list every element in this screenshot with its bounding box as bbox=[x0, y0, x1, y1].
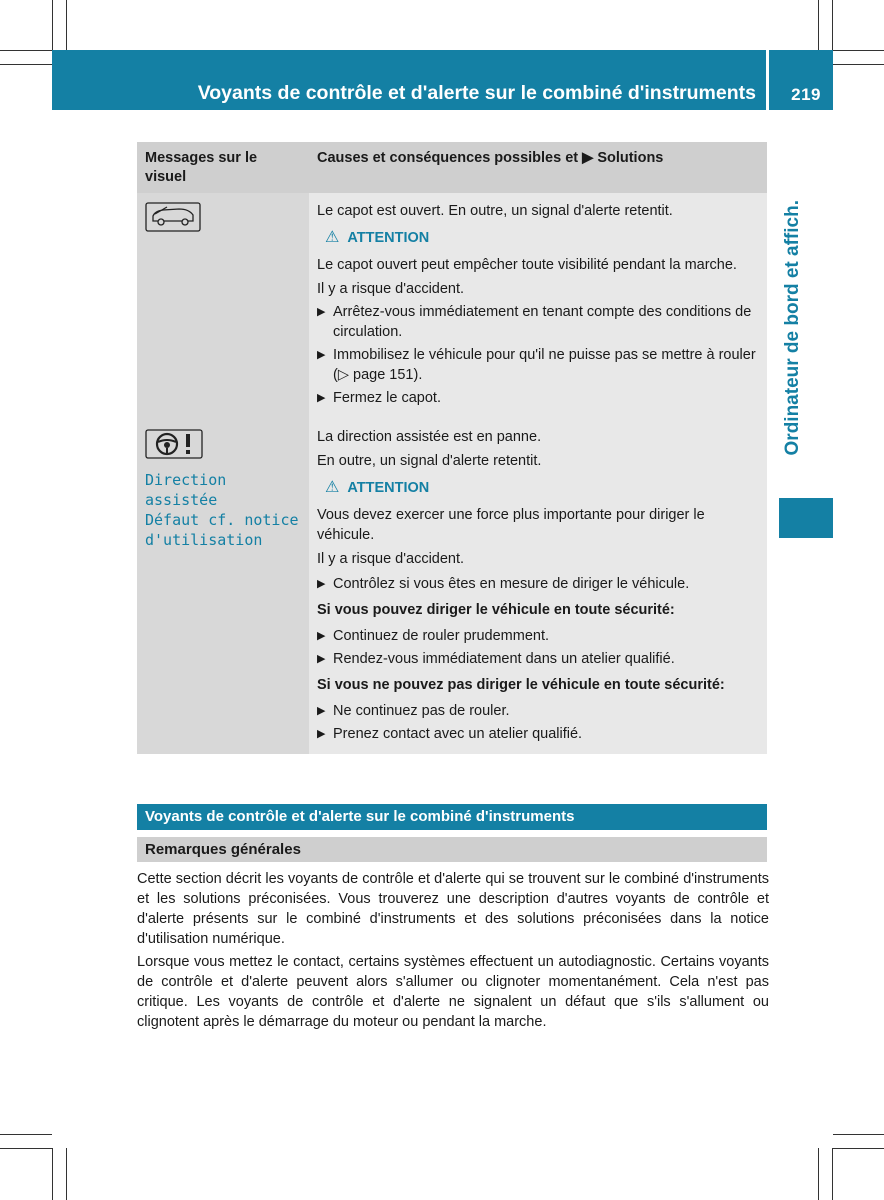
body-text bbox=[137, 869, 769, 1035]
cause-cell bbox=[309, 193, 767, 418]
side-tab-marker bbox=[779, 498, 833, 538]
list-item: ▶ Ne continuez pas de rouler. bbox=[317, 703, 510, 719]
message-cell bbox=[137, 193, 309, 418]
cause-cell bbox=[309, 418, 767, 754]
list-item: ▶ Contrôlez si vous êtes en mesure de diriger le véhicule. bbox=[317, 576, 690, 592]
arrow-right-icon: ▶ bbox=[317, 392, 326, 404]
list-item: ▶ Arrêtez-vous immédiatement en tenant compte des conditions de circulation. bbox=[317, 304, 752, 340]
crop-mark bbox=[832, 0, 833, 50]
cause-text: Le capot est ouvert. En outre, un signal d'alerte retentit. bbox=[317, 203, 673, 219]
list-item: ▶ Fermez le capot. bbox=[317, 390, 441, 406]
warning-text: Vous devez exercer une force plus importante pour diriger le véhicule. bbox=[317, 507, 705, 543]
hood-open-icon bbox=[145, 219, 201, 236]
warning-heading: ⚠ ATTENTION bbox=[325, 229, 430, 246]
warning-text: Le capot ouvert peut empêcher toute visibilité pendant la marche. bbox=[317, 257, 737, 273]
warning-triangle-icon: ⚠ bbox=[325, 229, 340, 246]
crop-mark bbox=[0, 1148, 52, 1149]
subsection-title: Remarques générales bbox=[145, 841, 301, 858]
crop-mark bbox=[52, 0, 53, 50]
paragraph: Lorsque vous mettez le contact, certains systèmes effectuent un autodiagnostic. Certains voyants de contrôle et d'alerte peuvent alors s'allumer ou clignoter momentanément. Cela n'est pas critique. Les voyants de contrôle et d'alerte ne signalent un défaut que s'ils s'allument ou clignotent après le démarrage du moteur ou pendant la marche. bbox=[137, 954, 769, 1030]
crop-mark bbox=[833, 50, 884, 51]
warning-heading: ⚠ ATTENTION bbox=[325, 479, 430, 496]
condition-heading: Si vous pouvez diriger le véhicule en toute sécurité: bbox=[317, 602, 675, 618]
side-tab-label: Ordinateur de bord et affich. bbox=[782, 200, 803, 456]
crop-mark bbox=[52, 1148, 53, 1200]
crop-mark bbox=[833, 1148, 884, 1149]
arrow-right-icon: ▶ bbox=[317, 349, 326, 361]
cause-text: La direction assistée est en panne. bbox=[317, 429, 542, 445]
col-header-causes: Causes et conséquences possibles et ▶ Solutions bbox=[309, 142, 767, 193]
arrow-right-icon: ▶ bbox=[317, 578, 326, 590]
condition-heading: Si vous ne pouvez pas diriger le véhicule en toute sécurité: bbox=[317, 677, 725, 693]
side-tab bbox=[779, 200, 807, 490]
cause-text: En outre, un signal d'alerte retentit. bbox=[317, 453, 542, 469]
list-item: ▶ Continuez de rouler prudemment. bbox=[317, 628, 550, 644]
steering-wheel-warning-icon bbox=[145, 446, 203, 463]
display-message: Direction assistée Défaut cf. notice d'utilisation bbox=[145, 471, 299, 549]
crop-mark bbox=[833, 64, 884, 65]
crop-mark bbox=[66, 0, 67, 50]
risk-text: Il y a risque d'accident. bbox=[317, 281, 465, 297]
message-cell bbox=[137, 418, 309, 754]
table-header-row bbox=[137, 142, 767, 193]
table-row bbox=[137, 418, 767, 754]
table-row bbox=[137, 193, 767, 418]
paragraph: Cette section décrit les voyants de contrôle et d'alerte qui se trouvent sur le combiné d'instruments et les solutions préconisées. Vous trouverez une description d'autres voyants de contrôle et d'alerte présents sur le combiné d'instruments et des solutions préconisées dans la notice d'utilisation numérique. bbox=[137, 871, 769, 947]
section-title: Voyants de contrôle et d'alerte sur le combiné d'instruments bbox=[145, 808, 575, 825]
page-title: Voyants de contrôle et d'alerte sur le combiné d'instruments bbox=[197, 82, 756, 104]
crop-mark bbox=[0, 50, 52, 51]
risk-text: Il y a risque d'accident. bbox=[317, 551, 465, 567]
crop-mark bbox=[0, 64, 52, 65]
list-item: ▶ Immobilisez le véhicule pour qu'il ne puisse pas se mettre à rouler (▷ page 151). bbox=[317, 347, 756, 383]
page-number: 219 bbox=[791, 85, 821, 104]
message-table bbox=[137, 142, 767, 754]
list-item: ▶ Prenez contact avec un atelier qualifié. bbox=[317, 726, 583, 742]
crop-mark bbox=[832, 1148, 833, 1200]
crop-mark bbox=[0, 1134, 52, 1135]
crop-mark bbox=[818, 0, 819, 50]
arrow-right-icon: ▶ bbox=[317, 705, 326, 717]
warning-triangle-icon: ⚠ bbox=[325, 479, 340, 496]
col-header-messages: Messages sur le visuel bbox=[137, 142, 309, 193]
crop-mark bbox=[833, 1134, 884, 1135]
list-item: ▶ Rendez-vous immédiatement dans un atelier qualifié. bbox=[317, 651, 675, 667]
crop-mark bbox=[818, 1148, 819, 1200]
arrow-right-icon: ▶ bbox=[317, 630, 326, 642]
arrow-right-icon: ▶ bbox=[317, 728, 326, 740]
arrow-right-icon: ▶ bbox=[317, 306, 326, 318]
crop-mark bbox=[66, 1148, 67, 1200]
arrow-right-icon: ▶ bbox=[317, 653, 326, 665]
